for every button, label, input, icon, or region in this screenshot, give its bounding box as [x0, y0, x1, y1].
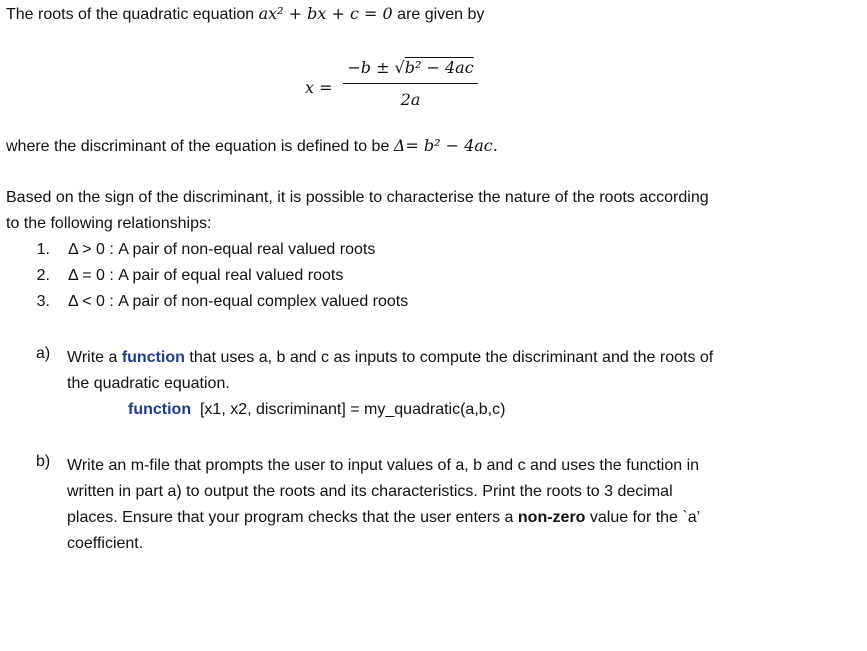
part-a-line-1: [67, 345, 713, 371]
signature-keyword: function: [128, 401, 192, 418]
part-a-post: that uses a, b and c as inputs to compute the discriminant and the roots of: [184, 349, 714, 366]
intro-suffix: are given by: [392, 6, 485, 23]
list-item-description: A pair of equal real valued roots: [118, 267, 344, 284]
part-b-label: b): [36, 453, 51, 470]
quadratic-equation: ax² + bx + c = 0: [258, 4, 393, 23]
list-item-separator: :: [104, 267, 119, 284]
non-zero-emphasis: non-zero: [517, 509, 586, 526]
intro-line: [6, 4, 484, 24]
discriminant-line: [6, 136, 498, 156]
list-item-number: 1.: [36, 241, 50, 258]
fraction-bar: [343, 83, 478, 84]
discriminant-text: where the discriminant of the equation is defined to be: [6, 138, 394, 155]
numerator-prefix: −b ± √: [347, 58, 405, 77]
signature-rest: [x1, x2, discriminant] = my_quadratic(a,b,c): [199, 401, 506, 418]
part-b-line-2: written in part a) to output the roots and its characteristics. Print the roots to 3 decimal: [67, 483, 673, 500]
part-a-text: [67, 345, 713, 397]
part-b-line-3-post: value for the `a’: [585, 509, 701, 526]
list-item-separator: :: [104, 241, 119, 258]
list-item-condition: Δ > 0: [68, 241, 105, 258]
formula-denominator: 2a: [400, 90, 421, 109]
list-item-separator: :: [104, 293, 119, 310]
list-item-number: 2.: [36, 267, 50, 284]
function-signature: [128, 401, 505, 419]
part-a-line-2: the quadratic equation.: [67, 375, 230, 392]
quadratic-formula: [343, 58, 478, 109]
part-b-text: [67, 453, 700, 557]
list-item-description: A pair of non-equal complex valued roots: [118, 293, 409, 310]
list-item-condition: Δ = 0: [68, 267, 105, 284]
discriminant-formula: Δ= b² − 4ac.: [393, 136, 498, 155]
formula-lhs: x =: [305, 78, 333, 97]
list-item-number: 3.: [36, 293, 50, 310]
numerator-radicand: b² − 4ac: [404, 58, 474, 77]
part-b-line-3-pre: places. Ensure that your program checks that the user enters a: [67, 509, 518, 526]
nature-line-2: to the following relationships:: [6, 215, 212, 232]
formula-numerator: [343, 58, 478, 77]
nature-paragraph: [6, 185, 709, 237]
part-a-label: a): [36, 345, 51, 362]
part-b-line-1: Write an m-file that prompts the user to input values of a, b and c and uses the function in: [67, 457, 700, 474]
list-item-condition: Δ < 0: [68, 293, 105, 310]
part-b-line-3: [67, 505, 700, 531]
nature-line-1: Based on the sign of the discriminant, it is possible to characterise the nature of the roots according: [6, 189, 709, 206]
function-keyword: function: [121, 349, 185, 366]
part-b-line-4: coefficient.: [67, 535, 144, 552]
list-item-description: A pair of non-equal real valued roots: [118, 241, 376, 258]
part-a-pre: Write a: [67, 349, 122, 366]
intro-prefix: The roots of the quadratic equation: [6, 6, 259, 23]
